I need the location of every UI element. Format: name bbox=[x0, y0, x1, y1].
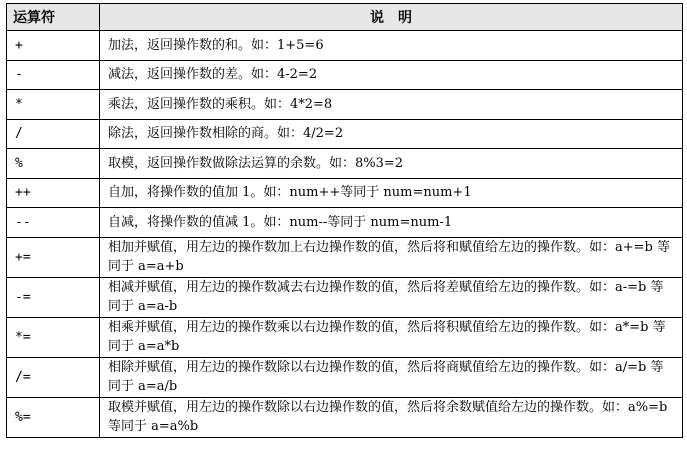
description-cell: 除法，返回操作数相除的商。如：4/2=2 bbox=[100, 119, 683, 149]
operator-cell: + bbox=[7, 31, 100, 61]
description-cell: 乘法，返回操作数的乘积。如：4*2=8 bbox=[100, 90, 683, 120]
operator-cell: -= bbox=[7, 277, 100, 317]
table-row bbox=[7, 277, 683, 317]
table-row bbox=[7, 90, 683, 120]
operator-cell: % bbox=[7, 149, 100, 179]
operator-table bbox=[6, 3, 683, 438]
table-row bbox=[7, 119, 683, 149]
table-row bbox=[7, 149, 683, 179]
table-row bbox=[7, 60, 683, 90]
operator-cell: - bbox=[7, 60, 100, 90]
table-row bbox=[7, 317, 683, 357]
operator-cell: -- bbox=[7, 208, 100, 238]
operator-cell: *= bbox=[7, 317, 100, 357]
table-row bbox=[7, 31, 683, 61]
operator-cell: %= bbox=[7, 397, 100, 437]
table-row bbox=[7, 237, 683, 277]
description-cell: 减法，返回操作数的差。如：4-2=2 bbox=[100, 60, 683, 90]
table-row bbox=[7, 208, 683, 238]
description-cell: 加法，返回操作数的和。如：1+5=6 bbox=[100, 31, 683, 61]
description-cell: 相乘并赋值，用左边的操作数乘以右边操作数的值，然后将积赋值给左边的操作数。如：a*=b 等同于 a=a*b bbox=[100, 317, 683, 357]
operator-cell: * bbox=[7, 90, 100, 120]
description-cell: 相除并赋值，用左边的操作数除以右边操作数的值，然后将商赋值给左边的操作数。如：a/=b 等同于 a=a/b bbox=[100, 357, 683, 397]
header-description: 说明 bbox=[100, 4, 683, 31]
table-header-row bbox=[7, 4, 683, 31]
header-operator: 运算符 bbox=[7, 4, 100, 31]
description-cell: 相减并赋值，用左边的操作数减去右边操作数的值，然后将差赋值给左边的操作数。如：a-=b 等同于 a=a-b bbox=[100, 277, 683, 317]
description-cell: 相加并赋值，用左边的操作数加上右边操作数的值，然后将和赋值给左边的操作数。如：a+=b 等同于 a=a+b bbox=[100, 237, 683, 277]
operator-cell: / bbox=[7, 119, 100, 149]
description-cell: 取模，返回操作数做除法运算的余数。如：8%3=2 bbox=[100, 149, 683, 179]
table-row bbox=[7, 357, 683, 397]
operator-cell: /= bbox=[7, 357, 100, 397]
description-cell: 取模并赋值，用左边的操作数除以右边操作数的值，然后将余数赋值给左边的操作数。如：a%=b 等同于 a=a%b bbox=[100, 397, 683, 437]
description-cell: 自加，将操作数的值加 1。如：num++等同于 num=num+1 bbox=[100, 178, 683, 208]
operator-cell: ++ bbox=[7, 178, 100, 208]
operator-cell: += bbox=[7, 237, 100, 277]
description-cell: 自减，将操作数的值减 1。如：num--等同于 num=num-1 bbox=[100, 208, 683, 238]
table-row bbox=[7, 397, 683, 437]
table-row bbox=[7, 178, 683, 208]
